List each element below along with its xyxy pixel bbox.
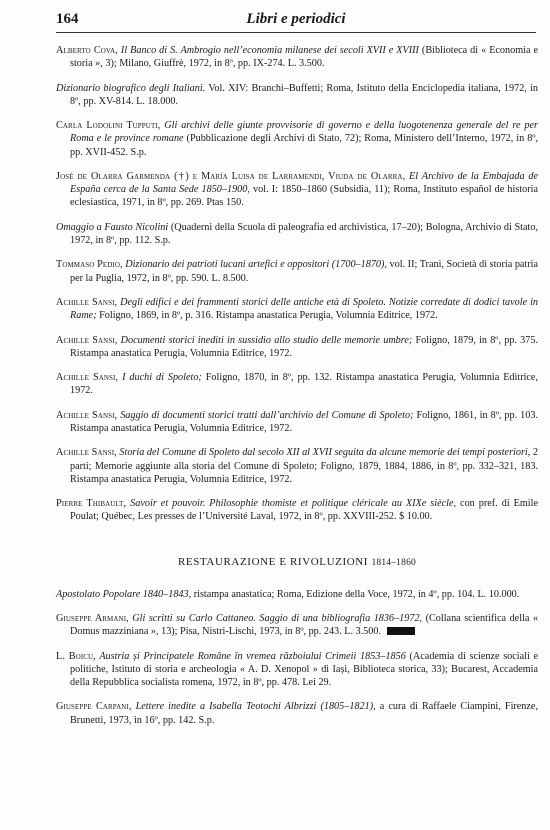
entry-title: Dizionario biografico degli Italiani. bbox=[56, 82, 206, 94]
section-title: RESTAURAZIONE E RIVOLUZIONI bbox=[178, 555, 369, 568]
entry-title: Il Banco di S. Ambrogio nell’economia milanese dei secoli XVII e XVIII bbox=[117, 45, 419, 56]
entry-title: Austria și Principatele Române în vremea războiului Crimeii 1853–1856 bbox=[95, 650, 406, 662]
entry-author: Giuseppe Armani, bbox=[56, 612, 129, 624]
entry-title: Saggio di documenti storici tratti dall’archivio del Comune di Spoleto; bbox=[117, 409, 414, 421]
bibliography-entry bbox=[56, 334, 538, 360]
entry-title: Lettere inedite a Isabella Teotochi Albrizzi (1805–1821), bbox=[131, 701, 376, 713]
entry-details: Foligno, 1879, in 8º, pp. 375. Ristampa anastatica Perugia, Volumnia Editrice, 1972. bbox=[70, 334, 538, 359]
entry-details: (Biblioteca di « Economia e storia », 3); Milano, Giuffrè, 1972, in 8º, pp. IX-274. L. 3.500. bbox=[70, 45, 539, 70]
entry-details: Vol. XIV: Branchi–Buffetti; Roma, Istituto della Enciclopedia italiana, 1972, in 8º, pp. XV-814. L. 18.000. bbox=[70, 82, 539, 107]
entry-title: Dizionario dei patrioti lucani artefici e oppositori (1700–1870), bbox=[122, 259, 387, 271]
bibliography-entry bbox=[56, 170, 538, 210]
bibliography-entry bbox=[56, 82, 538, 108]
bibliography-entry bbox=[56, 409, 538, 435]
page-number: 164 bbox=[56, 11, 79, 27]
entry-details: vol. I: 1850–1860 (Subsidia, 11); Roma, Instituto español de historia eclesiastica, 1971, in 8º, pp. 269. Ptas 150. bbox=[70, 184, 538, 209]
entry-details: con pref. di Emile Poulat; Québec, Les presses de l’Université Laval, 1972, in 8º, pp. XXVIII-252. $ 10.00. bbox=[70, 498, 538, 523]
entry-details: ristampa anastatica; Roma, Edizione della Voce, 1972, in 4º, pp. 104. L. 10.000. bbox=[191, 588, 520, 600]
bibliography-entry bbox=[56, 700, 538, 726]
entry-details: Foligno, 1869, in 8º, p. 316. Ristampa anastatica Perugia, Volumnia Editrice, 1972. bbox=[96, 310, 438, 322]
entry-author: Achille Sansi, bbox=[56, 372, 119, 384]
entry-title: Gli scritti su Carlo Cattaneo. Saggio di una bibliografia 1836–1972, bbox=[128, 612, 423, 624]
entry-details: Foligno, 1870, in 8º, pp. 132. Ristampa anastatica Perugia, Volumnia Editrice, 1972. bbox=[70, 372, 539, 397]
entry-author: L. Boicu, bbox=[56, 650, 96, 662]
entry-author: Achille Sansi, bbox=[56, 447, 117, 459]
entry-author: Giuseppe Carpani, bbox=[56, 701, 132, 713]
entry-title: Degli edifici e dei frammenti storici delle antiche età di Spoleto. Notizie corredate di dodici tavole in Rame; bbox=[70, 296, 539, 322]
entry-author: Pierre Thibault, bbox=[56, 498, 127, 510]
bibliography-entry bbox=[56, 588, 538, 601]
entry-title: Documenti storici inediti in sussidio allo studio delle memorie umbre; bbox=[117, 334, 413, 346]
bibliography-entry bbox=[56, 221, 538, 247]
section-dates: 1814–1860 bbox=[371, 557, 416, 568]
entry-title: El Archivo de la Embajada de España cerca de la Santa Sede 1850–1900, bbox=[70, 170, 538, 196]
entry-author: Achille Sansi, bbox=[56, 409, 118, 421]
entry-details: (Collana scientifica della « Domus mazziniana », 13); Pisa, Nistri-Lischi, 1973, in 8º, pp. 243. L. 3.500. bbox=[70, 612, 539, 638]
entry-details: (Pubblicazione degli Archivi di Stato, 72); Roma, Ministero dell’Interno, 1972, in 8º, pp. XVII-452. S.p. bbox=[70, 133, 538, 158]
running-head: Libri e periodici bbox=[246, 11, 346, 27]
section-heading bbox=[56, 556, 538, 568]
entry-author: Achille Sansi, bbox=[56, 296, 118, 308]
entry-details: Foligno, 1861, in 8º, pp. 103. Ristampa anastatica Perugia, Volumnia Editrice, 1972. bbox=[70, 409, 538, 434]
bibliography-entry bbox=[56, 119, 538, 159]
redaction-mark bbox=[387, 627, 415, 635]
entry-details: (Quaderni della Scuola di paleografia ed archivistica, 17–20); Bologna, Archivio di Stato, 1972, in 8º, pp. 112. S.p. bbox=[70, 221, 538, 246]
bibliography-entry bbox=[56, 612, 538, 638]
bibliography-entry bbox=[56, 258, 538, 284]
entry-details: a cura di Raffaele Ciampini, Firenze, Brunetti, 1973, in 16º, pp. 142. S.p. bbox=[70, 701, 538, 726]
bibliography-entry bbox=[56, 296, 538, 322]
entry-title: Omaggio a Fausto Nicolini bbox=[56, 221, 169, 233]
entries-before-section bbox=[56, 44, 538, 524]
entry-title: I duchi di Spoleto; bbox=[118, 372, 202, 384]
entry-author: José de Olarra Garmenda (†) e María Luisa de Larramendi, Viuda de Olarra, bbox=[56, 170, 406, 182]
entry-details: vol. II; Trani, Società di storia patria per la Puglia, 1972, in 8º, pp. 590. L. 8.500. bbox=[70, 259, 539, 284]
bibliography-entry bbox=[56, 44, 538, 70]
bibliography-entry bbox=[56, 371, 538, 397]
entry-author: Carla Lodolini Tupputi, bbox=[56, 120, 161, 132]
entry-title: Savoir et pouvoir. Philosophie thomiste et politique cléricale au XIXe siècle, bbox=[126, 498, 457, 510]
entry-title: Storia del Comune di Spoleto dal secolo XII al XVII seguita da alcune memorie dei tempi posteriori, bbox=[116, 447, 531, 459]
entry-details: (Academia di scienze sociali e politiche, Istituto di storia e archeologia « A. D. Xenopol » di Iași, Biblioteca storica, 33); Bucarest, Accademia della Repubblica socialista romena, 1972, in 8º, pp. 478. Lei 29. bbox=[70, 650, 539, 688]
bibliography-entry bbox=[56, 497, 538, 523]
entry-author: Tommaso Pedio, bbox=[56, 259, 123, 271]
bibliography-entry bbox=[56, 650, 538, 690]
page-header bbox=[56, 10, 536, 33]
bibliography-entry bbox=[56, 446, 538, 486]
entry-title: Apostolato Popolare 1840–1843, bbox=[56, 588, 192, 600]
entry-author: Achille Sansi, bbox=[56, 334, 118, 346]
entry-author: Alberto Cova, bbox=[56, 45, 118, 56]
entry-title: Gli archivi delle giunte provvisorie di governo e della luogotenenza generale del re per Roma e le province romane bbox=[70, 120, 538, 145]
entry-details: 2 parti; Memorie aggiunte alla storia del Comune di Spoleto; Foligno, 1879, 1884, 1886, in 8º, pp. 332–321, 183. Ristampa anastatica Perugia, Volumnia Editrice, 1972. bbox=[70, 447, 539, 485]
bibliography-list bbox=[56, 44, 538, 738]
entries-after-section bbox=[56, 588, 538, 727]
